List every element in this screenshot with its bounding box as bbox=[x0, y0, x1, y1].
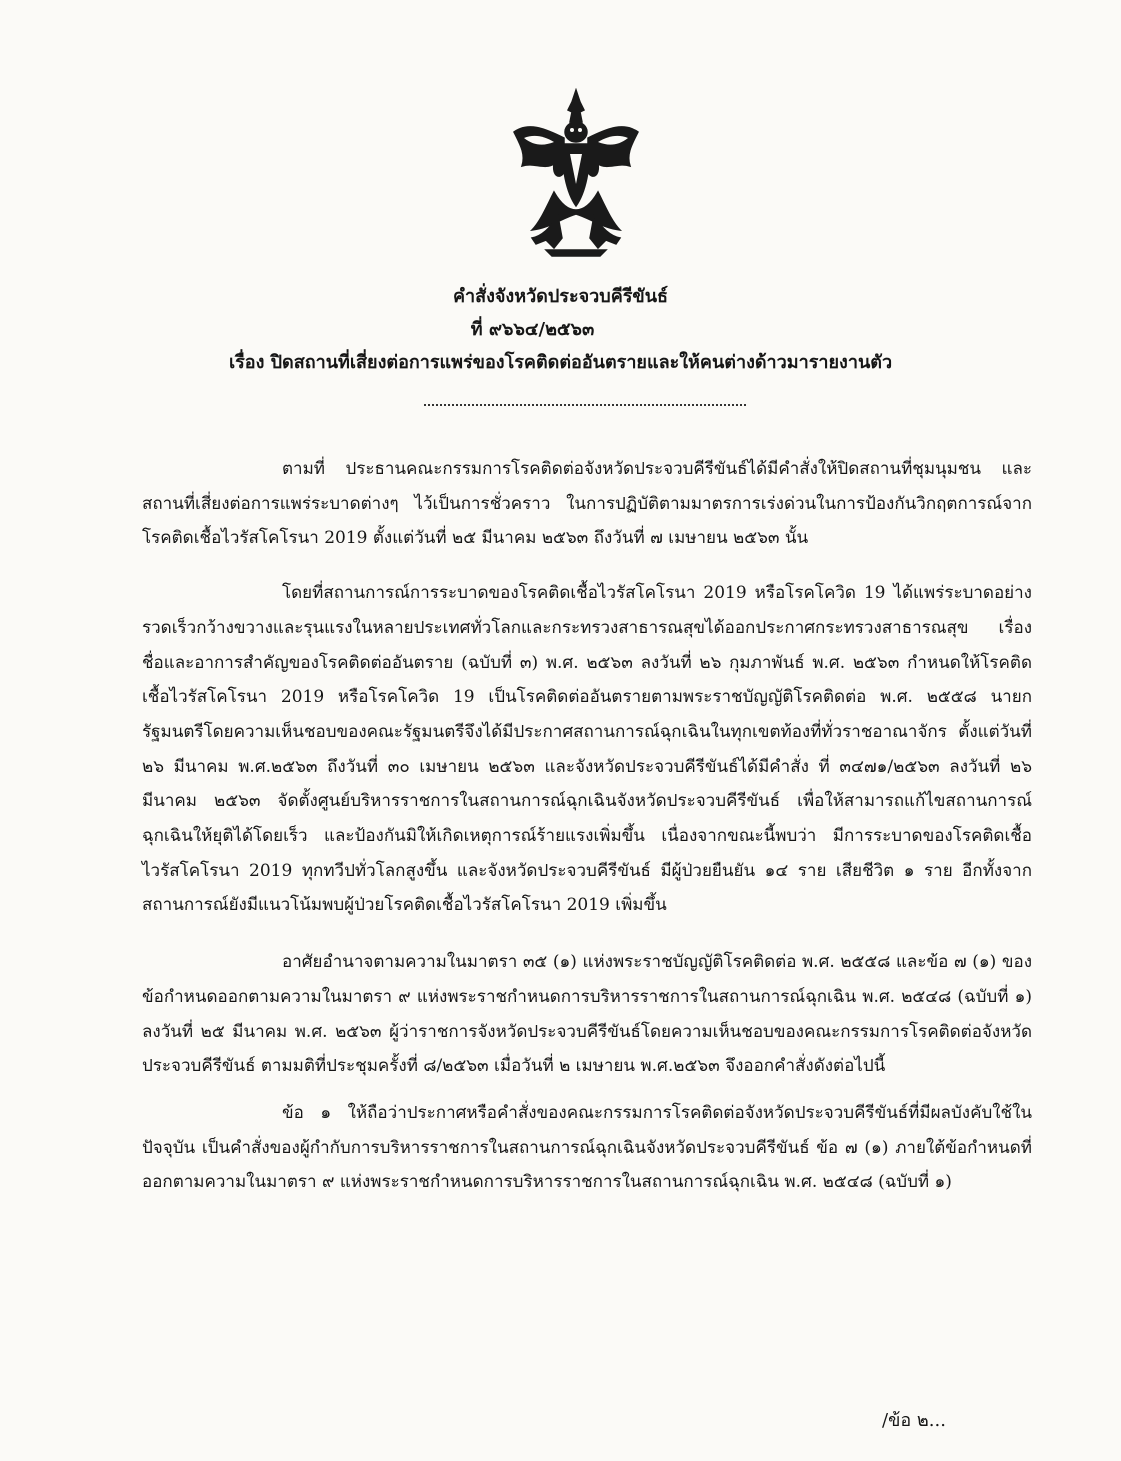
paragraph-text: ตามที่ ประธานคณะกรรมการโรคติดต่อจังหวัดประจวบคีรีขันธ์ได้มีคำสั่งให้ปิดสถานที่ชุมนุมชน และสถานที่เสี่ยงต่อการแพร่ระบาดต่างๆ ไว้เป็นการชั่วคราว ในการปฏิบัติตามมาตรการเร่งด่วนในการป้องกันวิกฤตการณ์จากโรคติดเชื้อไวรัสโคโรนา 2019 ตั้งแต่วันที่ ๒๕ มีนาคม ๒๕๖๓ ถึงวันที่ ๗ เมษายน ๒๕๖๓ นั้น bbox=[142, 459, 1032, 549]
paragraph-text: อาศัยอำนาจตามความในมาตรา ๓๕ (๑) แห่งพระราชบัญญัติโรคติดต่อ พ.ศ. ๒๕๕๘ และข้อ ๗ (๑) ของข้อกำหนดออกตามความในมาตรา ๙ แห่งพระราชกำหนดการบริหารราชการในสถานการณ์ฉุกเฉิน พ.ศ. ๒๕๔๘ (ฉบับที่ ๑) ลงวันที่ ๒๕ มีนาคม พ.ศ. ๒๕๖๓ ผู้ว่าราชการจังหวัดประจวบคีรีขันธ์โดยความเห็นชอบของคณะกรรมการโรคติดต่อจังหวัดประจวบคีรีขันธ์ ตามมติที่ประชุมครั้งที่ ๘/๒๕๖๓ เมื่อวันที่ ๒ เมษายน พ.ศ.๒๕๖๓ จึงออกคำสั่งดังต่อไปนี้ bbox=[142, 952, 1032, 1077]
order-subject: เรื่อง ปิดสถานที่เสี่ยงต่อการแพร่ของโรคติดต่ออันตรายและให้คนต่างด้าวมารายงานตัว bbox=[228, 352, 893, 373]
order-title: คำสั่งจังหวัดประจวบคีรีขันธ์ bbox=[452, 286, 669, 307]
paragraph bbox=[142, 1096, 1032, 1200]
paragraph bbox=[142, 452, 1032, 556]
title-block bbox=[0, 280, 1121, 379]
paragraph bbox=[142, 945, 1032, 1084]
paragraph-text: ข้อ ๑ ให้ถือว่าประกาศหรือคำสั่งของคณะกรรมการโรคติดต่อจังหวัดประจวบคีรีขันธ์ที่มีผลบังคับใช้ในปัจจุบัน เป็นคำสั่งของผู้กำกับการบริหารราชการในสถานการณ์ฉุกเฉินจังหวัดประจวบคีรีขันธ์ ข้อ ๗ (๑) ภายใต้ข้อกำหนดที่ออกตามความในมาตรา ๙ แห่งพระราชกำหนดการบริหารราชการในสถานการณ์ฉุกเฉิน พ.ศ. ๒๕๔๘ (ฉบับที่ ๑) bbox=[142, 1102, 1032, 1193]
paragraph bbox=[142, 576, 1032, 923]
garuda-emblem bbox=[510, 88, 642, 260]
order-number: ที่ ๙๖๖๔/๒๕๖๓ bbox=[470, 319, 595, 340]
divider bbox=[424, 404, 746, 406]
document-body bbox=[142, 452, 1032, 1200]
paragraph-text: โดยที่สถานการณ์การระบาดของโรคติดเชื้อไวรัสโคโรนา 2019 หรือโรคโควิด 19 ได้แพร่ระบาดอย่างรวดเร็วกว้างขวางและรุนแรงในหลายประเทศทั่วโลกและกระทรวงสาธารณสุขได้ออกประกาศกระทรวงสาธารณสุข เรื่อง ชื่อและอาการสำคัญของโรคติดต่ออันตราย (ฉบับที่ ๓) พ.ศ. ๒๕๖๓ ลงวันที่ ๒๖ กุมภาพันธ์ พ.ศ. ๒๕๖๓ กำหนดให้โรคติดเชื้อไวรัสโคโรนา 2019 หรือโรคโควิด 19 เป็นโรคติดต่ออันตรายตามพระราชบัญญัติโรคติดต่อ พ.ศ. ๒๕๕๘ นายกรัฐมนตรีโดยความเห็นชอบของคณะรัฐมนตรีจึงได้มีประกาศสถานการณ์ฉุกเฉินในทุกเขตท้องที่ทั่วราชอาณาจักร ตั้งแต่วันที่ ๒๖ มีนาคม พ.ศ.๒๕๖๓ ถึงวันที่ ๓๐ เมษายน ๒๕๖๓ และจังหวัดประจวบคีรีขันธ์ได้มีคำสั่ง ที่ ๓๔๗๑/๒๕๖๓ ลงวันที่ ๒๖ มีนาคม ๒๕๖๓ จัดตั้งศูนย์บริหารราชการในสถานการณ์ฉุกเฉินจังหวัดประจวบคีรีขันธ์ เพื่อให้สามารถแก้ไขสถานการณ์ฉุกเฉินให้ยุติได้โดยเร็ว และป้องกันมิให้เกิดเหตุการณ์ร้ายแรงเพิ่มขึ้น เนื่องจากขณะนี้พบว่า มีการระบาดของโรคติดเชื้อไวรัสโคโรนา 2019 ทุกทวีปทั่วโลกสูงขึ้น และจังหวัดประจวบคีรีขันธ์ มีผู้ป่วยยืนยัน ๑๔ ราย เสียชีวิต ๑ ราย อีกทั้งจากสถานการณ์ยังมีแนวโน้มพบผู้ป่วยโรคติดเชื้อไวรัสโคโรนา 2019 เพิ่มขึ้น bbox=[142, 583, 1032, 916]
continuation-marker: /ข้อ ๒... bbox=[882, 1410, 946, 1431]
